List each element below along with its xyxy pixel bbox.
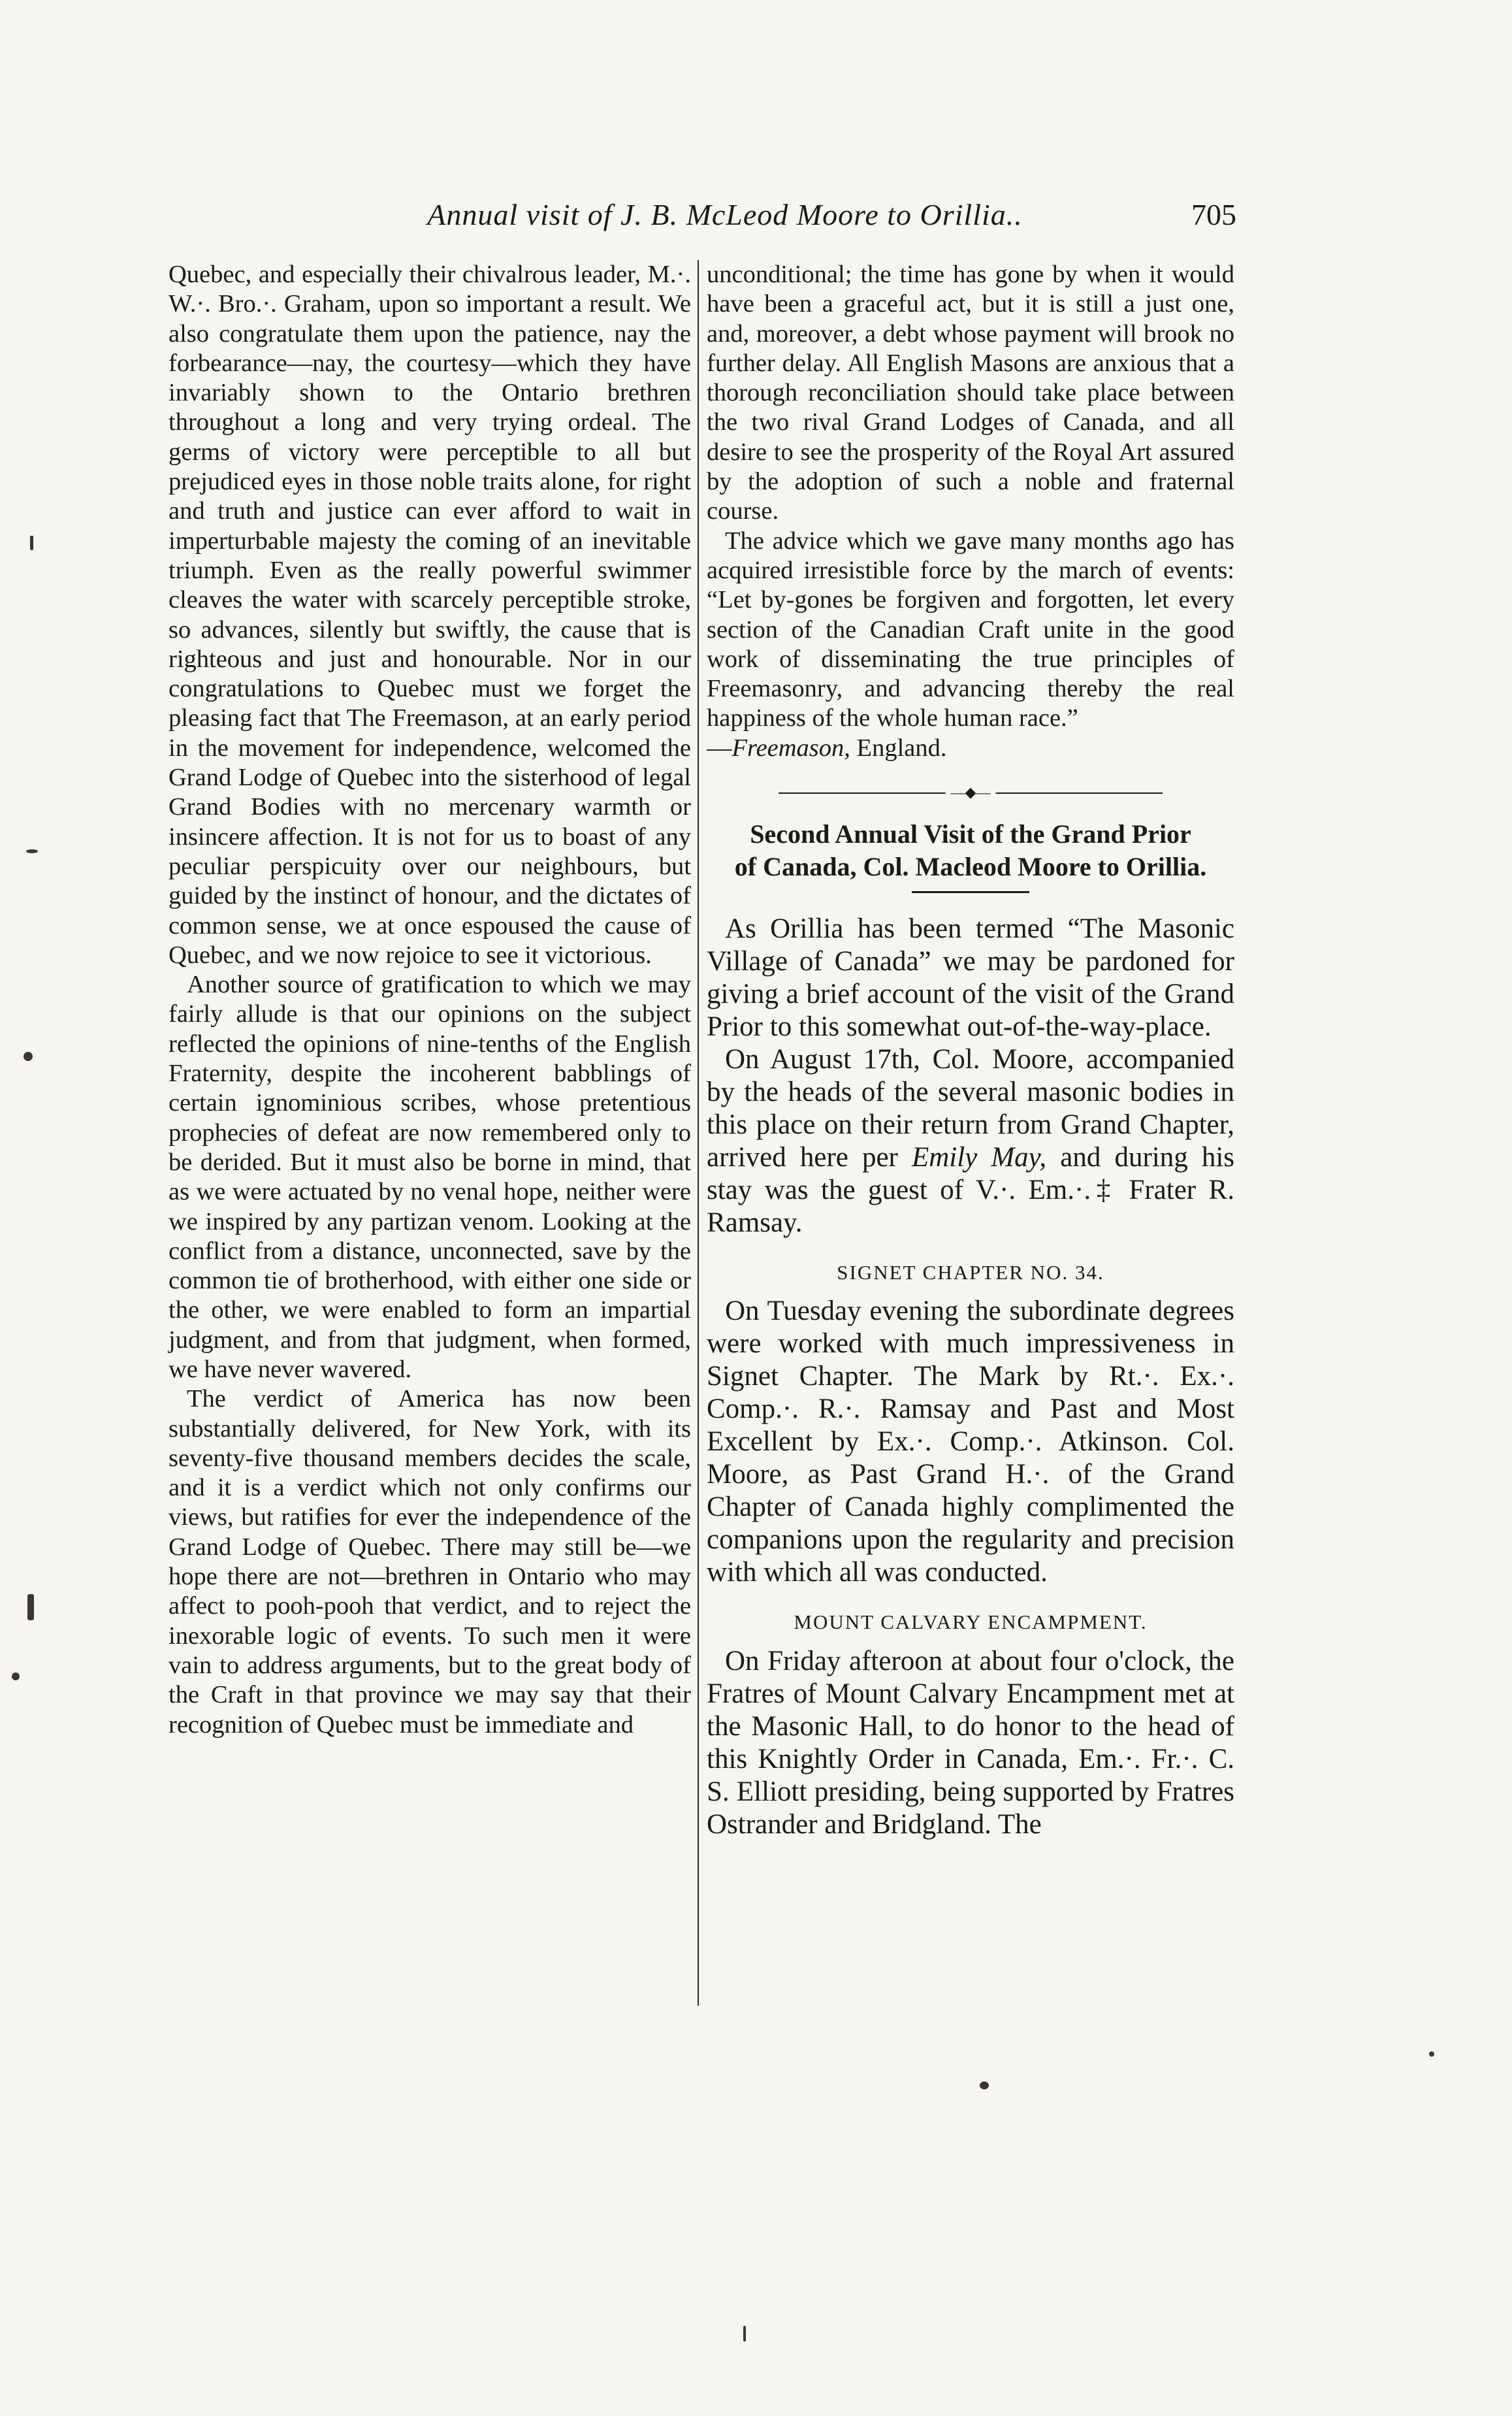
section-title-line-2: of Canada, Col. Macleod Moore to Orillia. [734,852,1207,882]
attribution: —Freemason, England. [707,734,947,762]
right-paragraph-1: unconditional; the time has gone by when it would have been a graceful act, but it is still a just one, and, moreover, a debt whose payment will brook no further delay. All English Masons are anxious that a thorough reconciliation should take place between the two rival Grand Lodges of Canada, and all desire to see the prosperity of the Royal Art assured by the adoption of such a noble and fraternal course. [707,261,1234,525]
right-column [707,260,1234,2011]
running-header [340,197,1236,243]
ornament-glyph: —◆— [946,783,996,802]
scan-speck [12,1673,20,1680]
visit-report [707,913,1234,1841]
page-number: 705 [1191,198,1236,231]
attribution-source: Freemason, [732,734,850,762]
scan-speck [24,1052,33,1061]
subhead-mount-calvary: MOUNT CALVARY ENCAMPMENT. [794,1610,1148,1634]
august-text-after: and during his stay was the guest of V.·. Em.·.‡ Frater R. Ramsay. [707,1142,1234,1239]
section-title-line-1: Second Annual Visit of the Grand Prior [750,819,1191,849]
right-paragraph-2: The advice which we gave many months ago has acquired irresistible force by the march of events: “Let by-gones be forgiven and forgotten, let every section of the Canadian Craft unite in the good work of disseminating the true principles of Freemasonry, and advancing thereby the real happiness of the whole human race.” [707,527,1234,732]
column-divider [698,260,699,2006]
scan-speck [743,2326,746,2342]
august-paragraph [707,1043,1234,1239]
ornamental-divider [707,780,1234,806]
scan-speck [30,536,33,550]
attribution-place: England. [856,734,947,762]
vessel-name: Emily May, [911,1142,1047,1173]
section-title-rule [912,891,1029,893]
left-paragraph-3: The verdict of America has now been substantially delivered, for New York, with its seventy-five thousand members decides the scale, and it is a verdict which not only confirms our views, but ratifies for ever the independence of the Grand Lodge of Quebec. There may still be—we hope there are not—brethren in Ontario who may affect to pooh-pooh that verdict, and to reject the inexorable logic of events. To such men it were vain to address arguments, but to the great body of the Craft in that province we may say that their recognition of Quebec must be immediate and [169,1385,691,1739]
calvary-paragraph: On Friday afteroon at about four o'clock, the Fratres of Mount Calvary Encampment met at the Masonic Hall, to do honor to the head of this Knightly Order in Canada, Em.·. Fr.·. C. S. Elliott presiding, being supported by Fratres Ostrander and Bridgland. The [707,1645,1234,1840]
subhead-signet-chapter: SIGNET CHAPTER NO. 34. [837,1261,1104,1284]
running-title: Annual visit of J. B. McLeod Moore to Orillia.. [427,198,1023,231]
scan-speck [980,2081,989,2089]
orillia-paragraph: As Orillia has been termed “The Masonic Village of Canada” we may be pardoned for giving a brief account of the visit of the Grand Prior to this somewhat out-of-the-way-place. [707,913,1234,1043]
left-paragraph-2: Another source of gratification to which we may fairly allude is that our opinions on the subject reflected the opinions of nine-tenths of the English Fraternity, despite the incoherent babblings of certain ignominious scribes, whose pretentious prophecies of defeat are now remembered only to be derided. But it must also be borne in mind, that as we were actuated by no venal hope, neither were we inspired by any partizan venom. Looking at the conflict from a distance, unconnected, save by the common tie of brotherhood, with either one side or the other, we were enabled to form an impartial judgment, and from that judgment, when formed, we have never wavered. [169,971,691,1383]
section-title [707,818,1234,883]
scan-speck [26,849,38,853]
scan-speck [27,1594,34,1620]
scan-speck [1429,2051,1434,2057]
signet-paragraph: On Tuesday evening the subordinate degrees were worked with much impressiveness in Signet Chapter. The Mark by Rt.·. Ex.·. Comp.·. R.·. Ramsay and Past and Most Excellent by Ex.·. Comp.·. Atkinson. Col. Moore, as Past Grand H.·. of the Grand Chapter of Canada highly complimented the companions upon the regularity and precision with which all was conducted. [707,1296,1234,1588]
august-text-before: On August 17th, Col. Moore, accompanied by the heads of the several masonic bodies in this place on their return from Grand Chapter, arrived here per [707,1044,1234,1173]
left-paragraph-1: Quebec, and especially their chivalrous leader, M.·. W.·. Bro.·. Graham, upon so important a result. We also congratulate them upon the patience, nay the forbearance—nay, the courtesy—which they have invariably shown to the Ontario brethren throughout a long and very trying ordeal. The germs of victory were perceptible to all but prejudiced eyes in those noble traits alone, for right and truth and justice can ever afford to wait in imperturbable majesty the coming of an inevitable triumph. Even as the really powerful swimmer cleaves the water with scarcely perceptible stroke, so advances, silently but swiftly, the cause that is righteous and just and honourable. Nor in our congratulations to Quebec must we forget the pleasing fact that The Freemason, at an early period in the movement for independence, welcomed the Grand Lodge of Quebec into the sisterhood of legal Grand Bodies with no mercenary warmth or insincere affection. It is not for us to boast of any peculiar perspicuity over our neighbours, but guided by the instinct of honour, and the dictates of common sense, we at once espoused the cause of Quebec, and we now rejoice to see it victorious. [169,261,691,969]
left-column [169,260,691,2011]
